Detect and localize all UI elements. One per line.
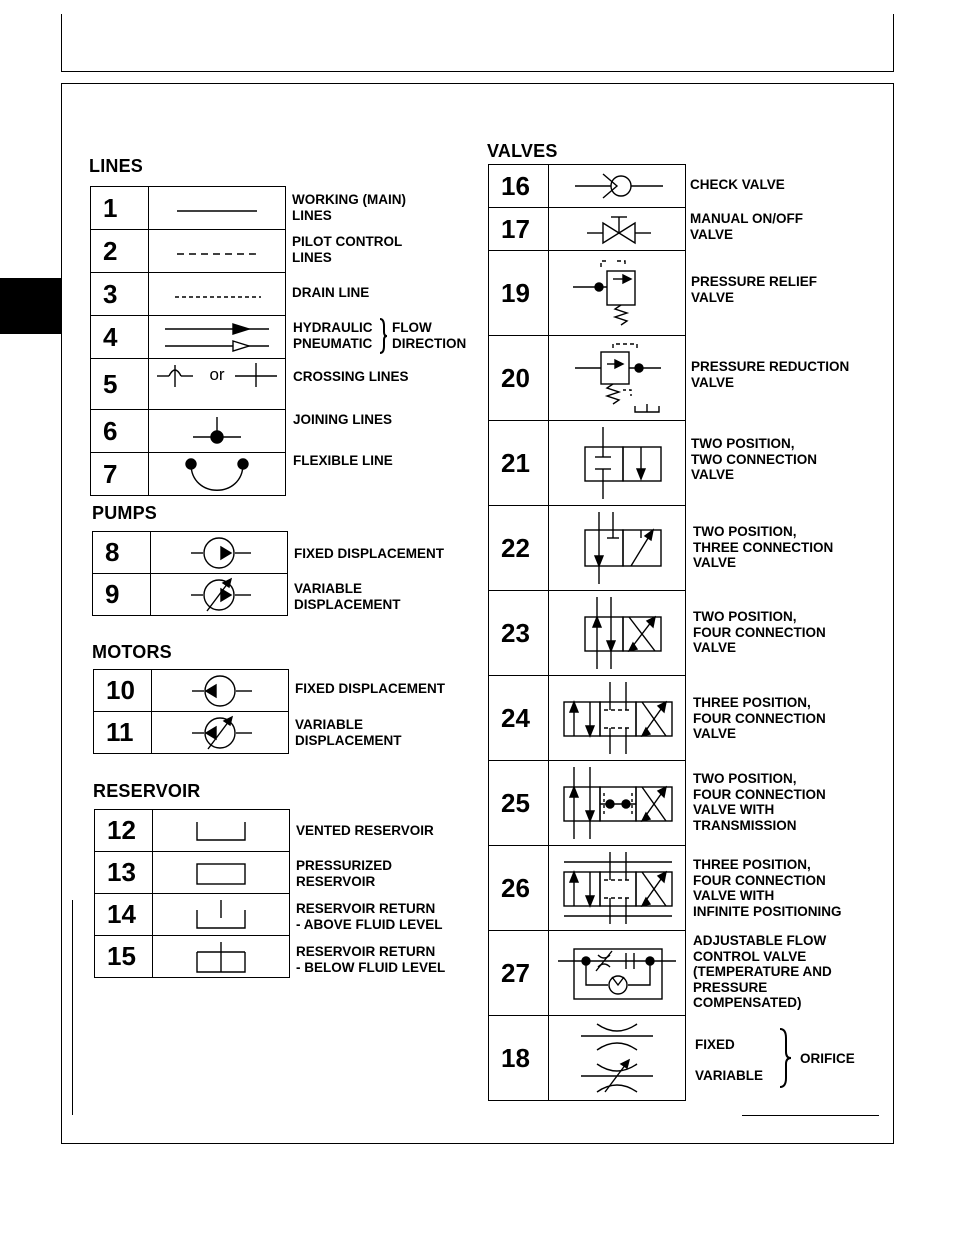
table-row (91, 230, 286, 273)
table-row (489, 761, 686, 846)
table-row (489, 506, 686, 591)
table-row (489, 251, 686, 336)
2pos-2conn-valve-icon (549, 421, 686, 506)
table-row (489, 1016, 686, 1101)
desc-crossing-lines: CROSSING LINES (293, 369, 409, 384)
symbol-number: 27 (489, 931, 549, 1016)
footer-rule (742, 1115, 879, 1116)
table-row (93, 574, 288, 616)
symbol-number: 25 (489, 761, 549, 846)
table-row (94, 670, 289, 712)
table-row (489, 846, 686, 931)
crossing-lines-icon (149, 359, 286, 410)
symbol-number: 19 (489, 251, 549, 336)
crossing-or-text: or (209, 365, 225, 384)
symbol-number: 21 (489, 421, 549, 506)
solid-line-icon (149, 187, 286, 230)
desc-flexible-line: FLEXIBLE LINE (293, 453, 393, 468)
symbol-number: 6 (91, 410, 149, 453)
fixed-motor-icon (152, 670, 289, 712)
dotted-line-icon (149, 273, 286, 316)
symbol-number: 22 (489, 506, 549, 591)
table-row (489, 676, 686, 761)
symbol-number: 11 (94, 712, 152, 754)
pumps-table (92, 531, 288, 616)
symbol-number: 18 (489, 1016, 549, 1101)
table-row (91, 316, 286, 359)
desc-relief-valve: PRESSURE RELIEF VALVE (691, 274, 818, 305)
table-row (489, 165, 686, 208)
vented-reservoir-icon (153, 810, 290, 852)
return-above-icon (153, 894, 290, 936)
variable-pump-icon (151, 574, 288, 616)
reservoir-table (94, 809, 290, 978)
desc-variable-motor: VARIABLE DISPLACEMENT (295, 717, 402, 748)
symbol-number: 9 (93, 574, 151, 616)
lines-heading: LINES (89, 156, 144, 176)
desc-working-lines: WORKING (MAIN) LINES (292, 192, 406, 223)
table-row (91, 453, 286, 496)
table-row (95, 852, 290, 894)
symbol-number: 7 (91, 453, 149, 496)
desc-check-valve: CHECK VALVE (690, 177, 785, 192)
symbol-number: 1 (91, 187, 149, 230)
2pos-3conn-valve-icon (549, 506, 686, 591)
desc-fixed-pump: FIXED DISPLACEMENT (294, 546, 445, 561)
table-row (95, 894, 290, 936)
2pos-4conn-valve-icon (549, 591, 686, 676)
symbol-number: 4 (91, 316, 149, 359)
symbol-number: 2 (91, 230, 149, 273)
table-row (489, 931, 686, 1016)
desc-infinite-positioning: THREE POSITION, FOUR CONNECTION VALVE WITH INFINITE POSITIONING (693, 857, 842, 919)
table-row (91, 410, 286, 453)
desc-orifice: ORIFICE (800, 1051, 855, 1066)
variable-motor-icon (152, 712, 289, 754)
return-below-icon (153, 936, 290, 978)
table-row (489, 591, 686, 676)
desc-2pos-3conn: TWO POSITION, THREE CONNECTION VALVE (693, 524, 834, 570)
desc-variable-pump: VARIABLE DISPLACEMENT (294, 581, 401, 612)
symbol-number: 10 (94, 670, 152, 712)
desc-flow-left: HYDRAULIC PNEUMATIC (293, 320, 373, 351)
symbol-number: 20 (489, 336, 549, 421)
desc-manual-valve: MANUAL ON/OFF VALVE (690, 211, 803, 242)
fixed-pump-icon (151, 532, 288, 574)
table-row (489, 336, 686, 421)
infinite-positioning-valve-icon (549, 846, 686, 931)
desc-joining-lines: JOINING LINES (293, 412, 393, 427)
desc-vented-reservoir: VENTED RESERVOIR (296, 823, 434, 838)
table-row (489, 421, 686, 506)
desc-orifice-fixed: FIXED (695, 1037, 735, 1052)
desc-3pos-4conn: THREE POSITION, FOUR CONNECTION VALVE (693, 695, 826, 741)
lines-table (90, 186, 286, 496)
symbol-number: 15 (95, 936, 153, 978)
table-row (95, 936, 290, 978)
pumps-heading: PUMPS (92, 503, 158, 523)
symbol-number: 16 (489, 165, 549, 208)
table-row (95, 810, 290, 852)
symbol-number: 8 (93, 532, 151, 574)
desc-reduction-valve: PRESSURE REDUCTION VALVE (691, 359, 850, 390)
symbol-number: 26 (489, 846, 549, 931)
desc-fixed-motor: FIXED DISPLACEMENT (295, 681, 446, 696)
reservoir-heading: RESERVOIR (93, 781, 201, 801)
symbol-number: 13 (95, 852, 153, 894)
valves-table (488, 164, 686, 1101)
symbol-number: 14 (95, 894, 153, 936)
pressurized-reservoir-icon (153, 852, 290, 894)
symbol-number: 17 (489, 208, 549, 251)
reduction-valve-icon (549, 336, 686, 421)
table-row (94, 712, 289, 754)
desc-flow-control: ADJUSTABLE FLOW CONTROL VALVE (TEMPERATURE AND PRESSURE COMPENSATED) (693, 933, 832, 1010)
table-row (91, 187, 286, 230)
desc-2pos-4conn: TWO POSITION, FOUR CONNECTION VALVE (693, 609, 826, 655)
manual-valve-icon (549, 208, 686, 251)
check-valve-icon (549, 165, 686, 208)
orifice-icon (549, 1016, 686, 1101)
desc-2pos-transmission: TWO POSITION, FOUR CONNECTION VALVE WITH TRANSMISSION (693, 771, 826, 833)
table-row (93, 532, 288, 574)
desc-return-below: RESERVOIR RETURN - BELOW FLUID LEVEL (296, 944, 446, 975)
header-frame (61, 14, 894, 72)
joining-lines-icon (149, 410, 286, 453)
3pos-4conn-valve-icon (549, 676, 686, 761)
relief-valve-icon (549, 251, 686, 336)
desc-drain-line: DRAIN LINE (292, 285, 370, 300)
motors-heading: MOTORS (92, 642, 172, 662)
valves-heading: VALVES (487, 141, 558, 161)
desc-2pos-2conn: TWO POSITION, TWO CONNECTION VALVE (691, 436, 817, 482)
section-tab-marker (0, 278, 62, 334)
desc-pilot-lines: PILOT CONTROL LINES (292, 234, 403, 265)
desc-flow-right: FLOW DIRECTION (392, 320, 467, 351)
table-row (91, 273, 286, 316)
dashed-line-icon (149, 230, 286, 273)
brace-icon (378, 318, 388, 354)
brace-icon (778, 1028, 792, 1088)
2pos-transmission-valve-icon (549, 761, 686, 846)
symbol-number: 23 (489, 591, 549, 676)
symbol-number: 3 (91, 273, 149, 316)
flow-control-valve-icon (549, 931, 686, 1016)
symbol-number: 5 (91, 359, 149, 410)
table-row (489, 208, 686, 251)
margin-rule (72, 900, 73, 1115)
symbol-number: 24 (489, 676, 549, 761)
desc-pressurized-reservoir: PRESSURIZED RESERVOIR (296, 858, 393, 889)
flow-direction-icon (149, 316, 286, 359)
motors-table (93, 669, 289, 754)
desc-return-above: RESERVOIR RETURN - ABOVE FLUID LEVEL (296, 901, 443, 932)
symbol-number: 12 (95, 810, 153, 852)
table-row (91, 359, 286, 410)
desc-orifice-variable: VARIABLE (695, 1068, 764, 1083)
flexible-line-icon (149, 453, 286, 496)
